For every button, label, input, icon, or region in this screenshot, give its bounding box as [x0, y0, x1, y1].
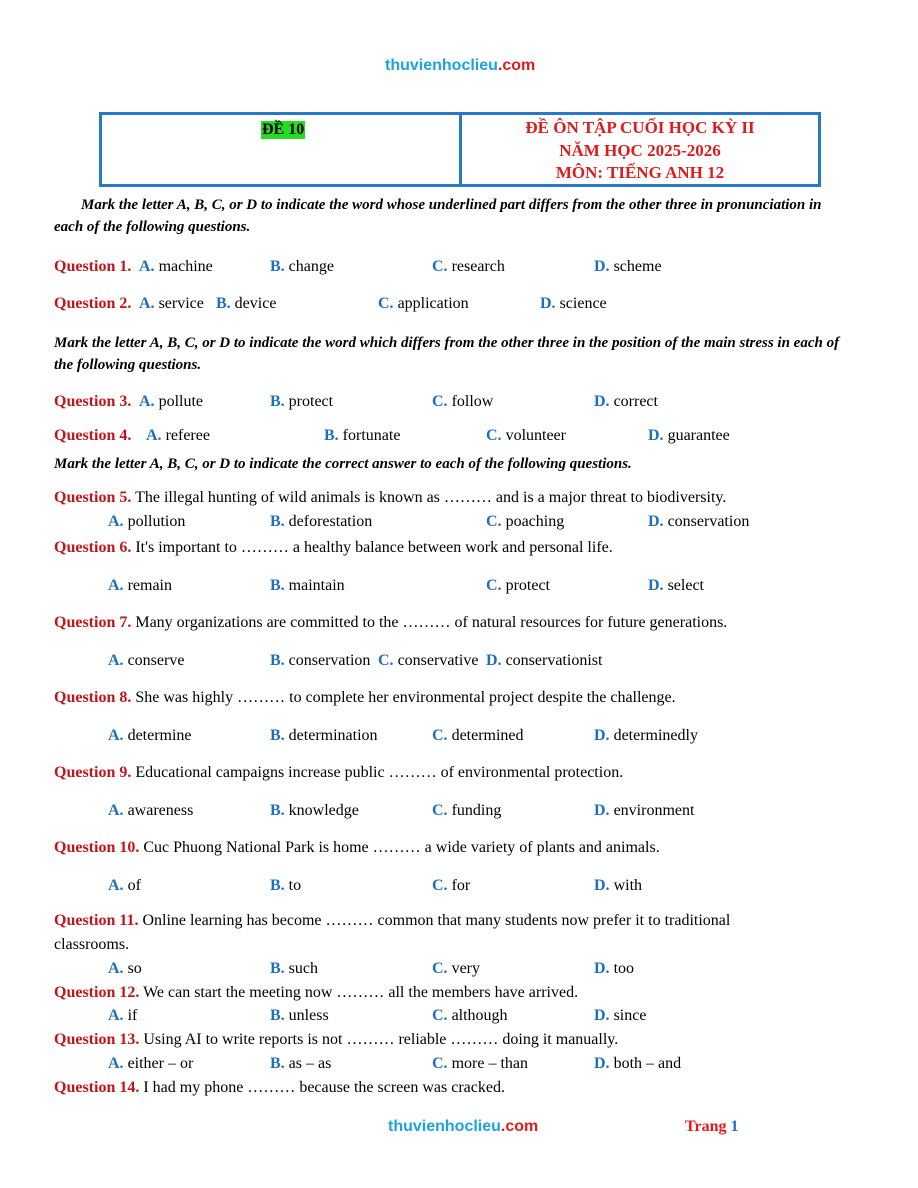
- question-7-option-d[interactable]: [486, 652, 602, 670]
- question-9-option-b[interactable]: [270, 802, 359, 820]
- question-8-option-c[interactable]: [432, 727, 524, 745]
- option-text: although: [451, 1007, 508, 1024]
- question-12-option-b[interactable]: [270, 1007, 329, 1025]
- question-3-option-d[interactable]: [594, 393, 658, 411]
- question-2-option-d[interactable]: [540, 295, 607, 313]
- question-6: [54, 539, 613, 557]
- question-number: Question 6.: [54, 539, 132, 556]
- option-text: knowledge: [288, 802, 359, 819]
- site-header: [385, 57, 535, 75]
- option-text: maintain: [288, 577, 345, 594]
- instruction-correct-answer: Mark the letter A, B, C, or D to indicate the correct answer to each of the following questions.: [54, 456, 632, 472]
- question-text: I had my phone ……… because the screen was cracked.: [143, 1079, 505, 1096]
- option-text: pollution: [127, 513, 186, 530]
- option-text: for: [451, 877, 471, 894]
- option-letter: C.: [432, 802, 448, 819]
- question-text: It's important to ……… a healthy balance between work and personal life.: [135, 539, 613, 556]
- option-text: conservation: [667, 513, 750, 530]
- option-text: since: [613, 1007, 647, 1024]
- option-letter: C.: [432, 727, 448, 744]
- option-letter: B.: [270, 513, 285, 530]
- option-letter: A.: [108, 577, 124, 594]
- question-number: Question 2.: [54, 295, 132, 312]
- option-text: pollute: [158, 393, 203, 410]
- question-10-option-c[interactable]: [432, 877, 470, 895]
- option-letter: D.: [594, 1055, 610, 1072]
- question-1: [54, 258, 131, 276]
- question-7: [54, 614, 727, 632]
- page-num: 1: [730, 1118, 739, 1135]
- question-9-option-c[interactable]: [432, 802, 501, 820]
- option-letter: B.: [270, 877, 285, 894]
- option-letter: B.: [270, 393, 285, 410]
- option-letter: C.: [378, 295, 394, 312]
- option-letter: D.: [648, 577, 664, 594]
- option-letter: D.: [594, 1007, 610, 1024]
- option-text: determination: [288, 727, 378, 744]
- option-text: conservation: [288, 652, 371, 669]
- option-text: deforestation: [288, 513, 373, 530]
- question-6-option-a[interactable]: [108, 577, 172, 595]
- instruction-pronunciation: Mark the letter A, B, C, or D to indicate the word whose underlined part differs from the other three in pronunciation in each of the following questions.: [54, 197, 822, 235]
- question-number: Question 10.: [54, 839, 140, 856]
- question-text: We can start the meeting now ……… all the members have arrived.: [143, 984, 579, 1001]
- question-10-option-a[interactable]: [108, 877, 141, 895]
- option-letter: C.: [486, 427, 502, 444]
- option-text: more – than: [451, 1055, 528, 1072]
- question-6-option-b[interactable]: [270, 577, 345, 595]
- question-number: Question 4.: [54, 427, 132, 444]
- question-7-option-c[interactable]: [378, 652, 478, 670]
- question-12-option-c[interactable]: [432, 1007, 508, 1025]
- option-text: change: [288, 258, 334, 275]
- option-text: machine: [158, 258, 213, 275]
- option-text: funding: [451, 802, 502, 819]
- question-3-option-b[interactable]: [270, 393, 333, 411]
- question-13: [54, 1031, 618, 1049]
- option-letter: B.: [270, 1055, 285, 1072]
- question-text: The illegal hunting of wild animals is known as ……… and is a major threat to biodiversity.: [135, 489, 727, 506]
- option-letter: A.: [108, 1055, 124, 1072]
- question-4-option-d[interactable]: [648, 427, 730, 445]
- option-text: environment: [613, 802, 695, 819]
- question-number: Question 1.: [54, 258, 132, 275]
- question-1-option-d[interactable]: [594, 258, 662, 276]
- question-4-option-b[interactable]: [324, 427, 400, 445]
- question-12-option-d[interactable]: [594, 1007, 646, 1025]
- option-text: fortunate: [342, 427, 401, 444]
- question-13-option-a[interactable]: [108, 1055, 193, 1073]
- option-letter: C.: [432, 877, 448, 894]
- question-number: Question 8.: [54, 689, 132, 706]
- option-text: determinedly: [613, 727, 698, 744]
- question-number: Question 14.: [54, 1079, 140, 1096]
- question-3-option-c[interactable]: [432, 393, 493, 411]
- question-4-option-c[interactable]: [486, 427, 566, 445]
- question-4-option-a[interactable]: [146, 427, 210, 445]
- option-text: scheme: [613, 258, 662, 275]
- exam-number-label: ĐỀ 10: [262, 121, 305, 138]
- question-6-option-d[interactable]: [648, 577, 704, 595]
- question-1-option-a[interactable]: [139, 258, 213, 276]
- option-letter: B.: [270, 960, 285, 977]
- question-13-option-b[interactable]: [270, 1055, 331, 1073]
- option-text: device: [234, 295, 277, 312]
- question-number: Question 13.: [54, 1031, 140, 1048]
- option-letter: B.: [270, 577, 285, 594]
- question-13-option-d[interactable]: [594, 1055, 681, 1073]
- option-text: so: [127, 960, 142, 977]
- option-text: both – and: [613, 1055, 682, 1072]
- question-5: [54, 489, 726, 507]
- question-14: [54, 1079, 505, 1097]
- question-2-option-b[interactable]: [216, 295, 276, 313]
- option-text: protect: [505, 577, 550, 594]
- option-letter: A.: [139, 258, 155, 275]
- option-text: awareness: [127, 802, 194, 819]
- question-13-option-c[interactable]: [432, 1055, 528, 1073]
- question-8-option-d[interactable]: [594, 727, 698, 745]
- option-text: of: [127, 877, 141, 894]
- option-letter: B.: [270, 727, 285, 744]
- site-domain: .com: [497, 57, 536, 74]
- question-text-continued: classrooms.: [54, 936, 130, 953]
- option-letter: B.: [216, 295, 231, 312]
- option-letter: B.: [270, 652, 285, 669]
- question-9-option-d[interactable]: [594, 802, 694, 820]
- question-10-option-b[interactable]: [270, 877, 301, 895]
- site-footer: [388, 1118, 538, 1136]
- option-letter: A.: [108, 727, 124, 744]
- question-number: Question 5.: [54, 489, 132, 506]
- question-1-option-c[interactable]: [432, 258, 505, 276]
- option-text: conserve: [127, 652, 185, 669]
- question-number: Question 9.: [54, 764, 132, 781]
- option-letter: C.: [432, 960, 448, 977]
- question-number: Question 7.: [54, 614, 132, 631]
- question-11: [54, 912, 730, 930]
- question-1-option-b[interactable]: [270, 258, 334, 276]
- question-10: [54, 839, 660, 857]
- question-11-option-b[interactable]: [270, 960, 318, 978]
- question-10-option-d[interactable]: [594, 877, 642, 895]
- option-letter: A.: [108, 1007, 124, 1024]
- question-5-option-d[interactable]: [648, 513, 749, 531]
- option-letter: A.: [146, 427, 162, 444]
- footer-site-name: thuvienhoclieu: [388, 1118, 501, 1135]
- option-text: as – as: [288, 1055, 332, 1072]
- option-text: to: [288, 877, 302, 894]
- question-text: Online learning has become ……… common that many students now prefer it to traditional: [142, 912, 731, 929]
- option-letter: C.: [432, 1007, 448, 1024]
- question-5-option-c[interactable]: [486, 513, 564, 531]
- footer-site-domain: .com: [500, 1118, 539, 1135]
- question-12: [54, 984, 578, 1002]
- option-text: remain: [127, 577, 172, 594]
- option-letter: D.: [486, 652, 502, 669]
- question-number: Question 11.: [54, 912, 139, 929]
- option-text: follow: [451, 393, 494, 410]
- option-letter: D.: [594, 960, 610, 977]
- option-text: if: [127, 1007, 138, 1024]
- option-text: science: [559, 295, 607, 312]
- question-number: Question 12.: [54, 984, 140, 1001]
- question-5-option-a[interactable]: [108, 513, 185, 531]
- option-letter: A.: [108, 960, 124, 977]
- option-letter: D.: [648, 513, 664, 530]
- option-text: poaching: [505, 513, 565, 530]
- option-letter: B.: [270, 802, 285, 819]
- option-text: select: [667, 577, 704, 594]
- option-letter: A.: [108, 802, 124, 819]
- question-11-option-d[interactable]: [594, 960, 634, 978]
- option-letter: A.: [139, 295, 155, 312]
- exam-header-box: [99, 112, 821, 187]
- option-letter: C.: [432, 258, 448, 275]
- option-letter: D.: [594, 393, 610, 410]
- page-number: [685, 1118, 738, 1136]
- page-label: Trang: [685, 1118, 727, 1135]
- question-9: [54, 764, 623, 782]
- option-text: determined: [451, 727, 524, 744]
- option-text: too: [613, 960, 635, 977]
- option-letter: D.: [540, 295, 556, 312]
- option-text: referee: [165, 427, 210, 444]
- option-letter: C.: [486, 577, 502, 594]
- question-4: [54, 427, 131, 445]
- subject: MÔN: TIẾNG ANH 12: [555, 163, 725, 182]
- option-letter: C.: [378, 652, 394, 669]
- option-text: such: [288, 960, 318, 977]
- question-9-option-a[interactable]: [108, 802, 193, 820]
- question-text: Cuc Phuong National Park is home ……… a wide variety of plants and animals.: [143, 839, 660, 856]
- question-8-option-a[interactable]: [108, 727, 192, 745]
- option-text: service: [158, 295, 204, 312]
- question-text: Many organizations are committed to the ……… of natural resources for future generations.: [135, 614, 728, 631]
- school-year: NĂM HỌC 2025-2026: [559, 141, 721, 160]
- option-letter: C.: [432, 393, 448, 410]
- option-letter: A.: [139, 393, 155, 410]
- option-text: determine: [127, 727, 192, 744]
- option-letter: A.: [108, 652, 124, 669]
- exam-title: ĐỀ ÔN TẬP CUỐI HỌC KỲ II: [525, 118, 755, 137]
- question-11-option-a[interactable]: [108, 960, 142, 978]
- question-3-option-a[interactable]: [139, 393, 203, 411]
- question-2: [54, 295, 131, 313]
- option-letter: B.: [270, 258, 285, 275]
- question-text: Educational campaigns increase public ……… of environmental protection.: [135, 764, 624, 781]
- option-text: conservative: [397, 652, 479, 669]
- question-2-option-a[interactable]: [139, 295, 204, 313]
- question-3: [54, 393, 131, 411]
- option-text: protect: [288, 393, 334, 410]
- option-letter: D.: [594, 258, 610, 275]
- option-text: with: [613, 877, 643, 894]
- question-5-option-b[interactable]: [270, 513, 372, 531]
- option-letter: D.: [594, 727, 610, 744]
- question-12-option-a[interactable]: [108, 1007, 137, 1025]
- question-text: She was highly ……… to complete her environmental project despite the challenge.: [135, 689, 676, 706]
- question-7-option-b[interactable]: [270, 652, 370, 670]
- instruction-stress: Mark the letter A, B, C, or D to indicate the word which differs from the other three in the position of the main stress in each of the following questions.: [54, 335, 840, 373]
- option-text: guarantee: [667, 427, 730, 444]
- option-text: volunteer: [505, 427, 566, 444]
- option-text: correct: [613, 393, 658, 410]
- site-name: thuvienhoclieu: [385, 57, 498, 74]
- question-11-option-c[interactable]: [432, 960, 480, 978]
- option-letter: D.: [594, 802, 610, 819]
- question-6-option-c[interactable]: [486, 577, 550, 595]
- option-letter: C.: [486, 513, 502, 530]
- question-8: [54, 689, 676, 707]
- option-text: very: [451, 960, 480, 977]
- question-number: Question 3.: [54, 393, 132, 410]
- option-letter: D.: [594, 877, 610, 894]
- option-letter: A.: [108, 513, 124, 530]
- question-2-option-c[interactable]: [378, 295, 469, 313]
- question-8-option-b[interactable]: [270, 727, 378, 745]
- question-text: Using AI to write reports is not ……… reliable ……… doing it manually.: [143, 1031, 619, 1048]
- option-letter: B.: [270, 1007, 285, 1024]
- option-text: research: [451, 258, 505, 275]
- option-letter: B.: [324, 427, 339, 444]
- option-text: either – or: [127, 1055, 194, 1072]
- option-letter: C.: [432, 1055, 448, 1072]
- option-letter: D.: [648, 427, 664, 444]
- option-text: unless: [288, 1007, 329, 1024]
- option-text: conservationist: [505, 652, 603, 669]
- option-text: application: [397, 295, 469, 312]
- question-7-option-a[interactable]: [108, 652, 184, 670]
- option-letter: A.: [108, 877, 124, 894]
